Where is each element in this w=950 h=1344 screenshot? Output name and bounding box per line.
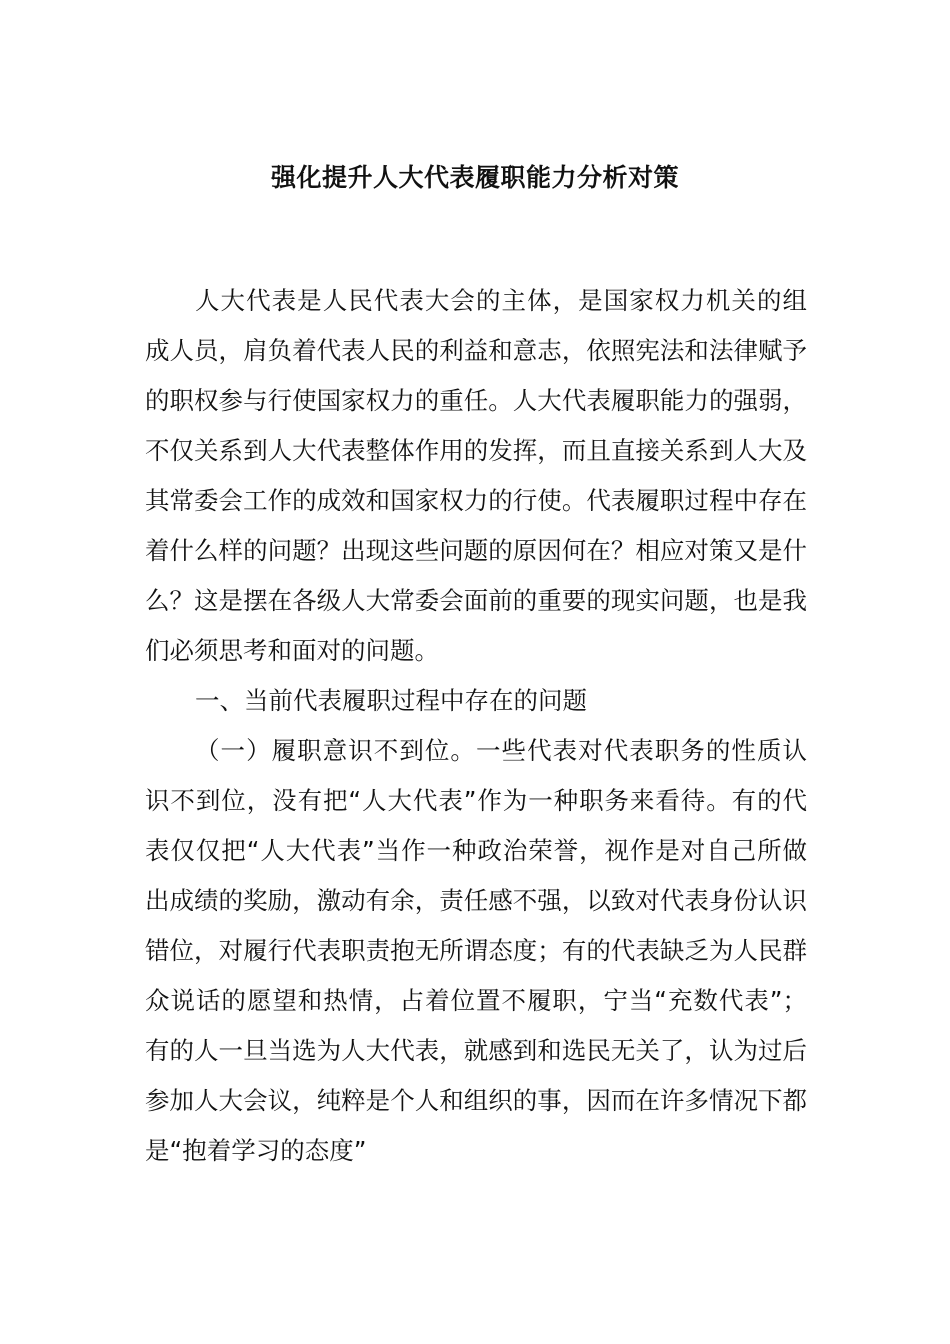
section-heading: 一、当前代表履职过程中存在的问题 [195, 686, 587, 715]
intro-paragraph: 人大代表是人民代表大会的主体，是国家权力机关的组成人员，肩负着代表人民的利益和意志，依照宪法和法律赋予的职权参与行使国家权力的重任。人大代表履职能力的强弱，不仅关系到人大代表整体作用的发挥，而且直接关系到人大及其常委会工作的成效和国家权力的行使。代表履职过程中存在着什么样的问题？出现这些问题的原因何在？相应对策又是什么？这是摆在各级人大常委会面前的重要的现实问题，也是我们必须思考和面对的问题。 [145, 286, 807, 665]
subsection-paragraph: （一）履职意识不到位。一些代表对代表职务的性质认识不到位，没有把“人大代表”作为一种职务来看待。有的代表仅仅把“人大代表”当作一种政治荣誉，视作是对自己所做出成绩的奖励，激动有余，责任感不强，以致对代表身份认识错位，对履行代表职责抱无所谓态度；有的代表缺乏为人民群众说话的愿望和热情，占着位置不履职，宁当“充数代表”；有的人一旦当选为人大代表，就感到和选民无关了，认为过后参加人大会议，纯粹是个人和组织的事，因而在许多情况下都是“抱着学习的态度” [145, 736, 807, 1165]
document-title: 强化提升人大代表履职能力分析对策 [270, 163, 679, 192]
